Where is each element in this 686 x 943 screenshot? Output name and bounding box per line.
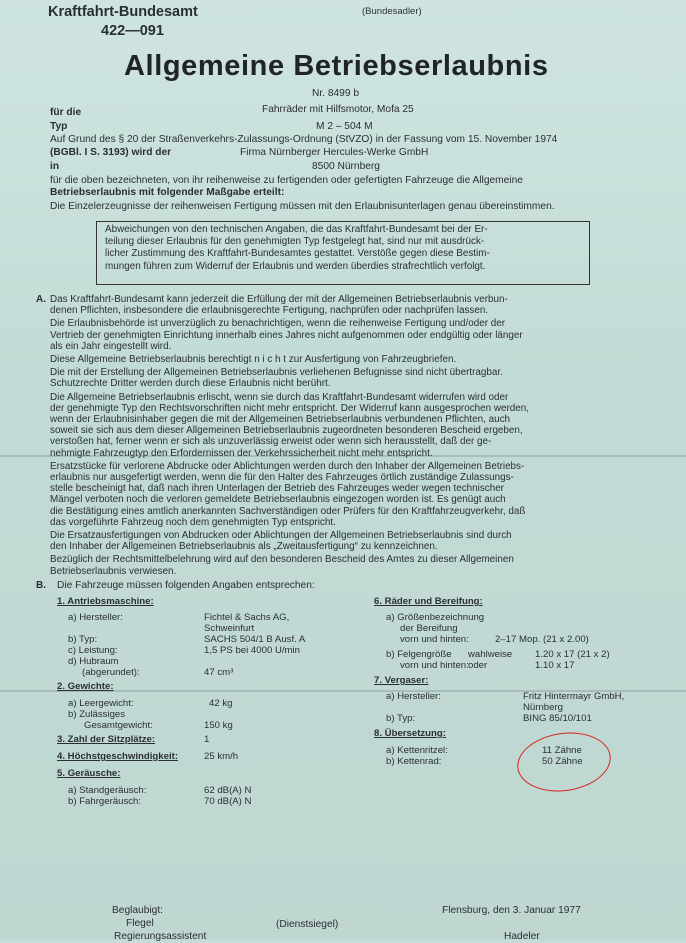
- spec-value: 1,5 PS bei 4000 U/min: [204, 645, 300, 656]
- spec-value: 11 Zähne: [542, 745, 582, 756]
- legal-basis-line: Auf Grund des § 20 der Straßenverkehrs-Zulassungs-Ordnung (StVZO) in der Fassung vom 15. November 1974: [50, 134, 558, 145]
- section-a-paragraph: Das Kraftfahrt-Bundesamt kann jederzeit die Erfüllung der mit der Allgemeinen Betriebserlaubnis verbun- denen Pflichten, insbesondere die erlaubnisgerechte Fertigung, nachprüfen oder nachprüfen lassen.: [50, 294, 508, 317]
- section-a-paragraph: Die Allgemeine Betriebserlaubnis erlischt, wenn sie durch das Kraftfahrt-Bundesamt widerrufen wird oder der genehmigte Typ den Rechtsvorschriften nicht mehr entspricht. Der Widerruf kann ausgesprochen werden, wenn der Erlaubnisinhaber gegen die mit der Allgemeinen Betriebserlaubnis verbundenen Pflichten, auch soweit sie sich aus dem dieser Allgemeinen Betriebserlaubnis zugeordneten besonderen Bescheid ergeben, verstoßen hat, ferner wenn er sich als unzuverlässig erweist oder wenn sich herausstellt, daß der ge- nehmigte Fahrzeugtyp den Erfordernissen der Verkehrssicherheit nicht mehr entspricht.: [50, 391, 529, 459]
- spec-value: 47 cm³: [204, 667, 234, 678]
- spec-label: a) Leergewicht:: [68, 698, 134, 709]
- permit-number: Nr. 8499 b: [312, 88, 360, 99]
- spec-value: 1: [204, 734, 210, 745]
- spec-value: 1.20 x 17 (21 x 2): [535, 649, 610, 660]
- spec-value: Fritz Hintermayr GmbH,: [523, 691, 625, 702]
- notice-line: Abweichungen von den technischen Angaben, die das Kraftfahrt-Bundesamt bei der Er-: [105, 224, 488, 235]
- section-a-paragraph: Ersatzstücke für verlorene Abdrucke oder Ablichtungen werden durch den Inhaber der Allgemeinen Betriebs- erlaubnis nur ausgefertigt werden, wenn die für den Halter des Fahrzeuges örtlich zuständige Zulassungs- stelle bescheinigt hat, daß nach ihren Unterlagen der Betrieb des Fahrzeuges weder wegen technischer Mängel verboten noch die verloren gemeldete Betriebserlaubnis eingezogen worden ist. Es genügt auch die Bestätigung eines amtlich anerkannten Sachverständigen oder Prüfers für den Kraftfahrzeugverkehr, daß das vorgeführte Fahrzeug noch dem genehmigten Typ entspricht.: [50, 460, 526, 528]
- spec-label: a) Standgeräusch:: [68, 785, 147, 796]
- spec-value: Fichtel & Sachs AG,: [204, 612, 290, 623]
- spec-heading-weights: 2. Gewichte:: [57, 681, 114, 692]
- company-name: Firma Nürnberger Hercules-Werke GmbH: [240, 147, 429, 158]
- spec-label: b) Typ:: [386, 713, 416, 724]
- form-number: 422—091: [101, 23, 164, 39]
- authority-name: Kraftfahrt-Bundesamt: [48, 4, 198, 20]
- spec-value: SACHS 504/1 B Ausf. A: [204, 634, 306, 645]
- spec-option: oder: [468, 660, 488, 671]
- spec-label: vorn und hinten:: [400, 660, 469, 671]
- spec-value: Schweinfurt: [204, 623, 255, 634]
- spec-label: vorn und hinten:: [400, 634, 469, 645]
- spec-value: 25 km/h: [204, 751, 239, 762]
- spec-heading-seats: 3. Zahl der Sitzplätze:: [57, 734, 156, 745]
- intro-text-3: Die Einzelerzeugnisse der reihenweisen Fertigung müssen mit den Erlaubnisunterlagen genau übereinstimmen.: [50, 201, 555, 212]
- spec-heading-noise: 5. Geräusche:: [57, 768, 121, 779]
- spec-heading-gearing: 8. Übersetzung:: [374, 728, 446, 739]
- intro-text-1: für die oben bezeichneten, von ihr reihenweise zu fertigenden oder gefertigten Fahrzeuge die Allgemeine: [50, 175, 523, 186]
- vehicle-class: Fahrräder mit Hilfsmotor, Mofa 25: [262, 104, 414, 115]
- spec-label: Gesamtgewicht:: [84, 720, 153, 731]
- spec-label: der Bereifung: [400, 623, 458, 634]
- spec-label: b) Typ:: [68, 634, 98, 645]
- section-a-paragraph: Diese Allgemeine Betriebserlaubnis berechtigt n i c h t zur Ausfertigung von Fahrzeugbriefen.: [50, 354, 457, 366]
- section-a-paragraph: Die Erlaubnisbehörde ist unverzüglich zu benachrichtigen, wenn die reihenweise Fertigung und/oder der Vertrieb der genehmigten Einrichtung innerhalb eines Jahres nicht aufgenommen oder endgültig oder länger als ein Jahr eingestellt wird.: [50, 318, 523, 352]
- spec-heading-carburetor: 7. Vergaser:: [374, 675, 429, 686]
- notice-line: mungen führen zum Widerruf der Erlaubnis und werden überdies strafrechtlich verfolgt.: [105, 260, 486, 272]
- spec-value: BING 85/10/101: [523, 713, 592, 724]
- spec-label: b) Zulässiges: [68, 709, 126, 720]
- section-a-paragraph: Die mit der Erstellung der Allgemeinen Betriebserlaubnis verliehenen Befugnisse sind nicht übertragbar. Schutzrechte Dritter werden durch diese Erlaubnis nicht berührt.: [50, 367, 503, 390]
- signer-name: Hadeler: [504, 931, 540, 942]
- certified-role: Regierungsassistent: [114, 931, 207, 942]
- section-a-paragraph: Die Ersatzausfertigungen von Abdrucken oder Ablichtungen der Allgemeinen Betriebserlaubnis sind durch den Inhaber der Allgemeinen Betriebserlaubnis als „Zweitausfertigung“ zu kennzeichnen.: [50, 530, 512, 553]
- emblem-placeholder: (Bundesadler): [362, 6, 422, 17]
- certified-label: Beglaubigt:: [112, 905, 163, 916]
- section-a-body: [50, 294, 650, 579]
- spec-value: 1.10 x 17: [535, 660, 575, 671]
- spec-value: Nürnberg: [523, 702, 563, 713]
- spec-label: a) Hersteller:: [386, 691, 441, 702]
- company-city: 8500 Nürnberg: [312, 161, 380, 172]
- in-label: in: [50, 161, 60, 172]
- spec-heading-wheels: 6. Räder und Bereifung:: [374, 596, 483, 607]
- typ-label: Typ: [50, 121, 68, 132]
- spec-label: b) Kettenrad:: [386, 756, 442, 767]
- spec-label: b) Fahrgeräusch:: [68, 796, 142, 807]
- seal-placeholder: (Dienstsiegel): [276, 919, 339, 930]
- spec-label: (abgerundet):: [82, 667, 140, 678]
- spec-heading-speed: 4. Höchstgeschwindigkeit:: [57, 751, 179, 762]
- spec-label: b) Felgengröße: [386, 649, 452, 660]
- spec-value: 62 dB(A) N: [204, 785, 252, 796]
- spec-label: d) Hubraum: [68, 656, 119, 667]
- spec-value: 150 kg: [204, 720, 233, 731]
- page-title: Allgemeine Betriebserlaubnis: [124, 50, 549, 82]
- place-date: Flensburg, den 3. Januar 1977: [442, 905, 581, 916]
- section-b-marker: B.: [36, 580, 46, 591]
- spec-heading-engine: 1. Antriebsmaschine:: [57, 596, 154, 607]
- spec-label: a) Hersteller:: [68, 612, 123, 623]
- spec-label: c) Leistung:: [68, 645, 118, 656]
- notice-box: [96, 221, 590, 285]
- intro-text-2: Betriebserlaubnis mit folgender Maßgabe erteilt:: [50, 187, 285, 198]
- spec-value: 50 Zähne: [542, 756, 583, 767]
- spec-value: 2–17 Mop. (21 x 2.00): [495, 634, 589, 645]
- notice-line: licher Zustimmung des Kraftfahrt-Bundesamtes gestattet. Verstöße gegen diese Bestim-: [105, 248, 490, 260]
- type-value: M 2 – 504 M: [316, 121, 373, 132]
- fuer-die-label: für die: [50, 107, 82, 118]
- section-a-marker: A.: [36, 294, 46, 305]
- spec-value: 70 dB(A) N: [204, 796, 252, 807]
- spec-option: wahlweise: [468, 649, 513, 660]
- legal-basis-ref: (BGBl. I S. 3193) wird der: [50, 147, 172, 158]
- section-b-intro: Die Fahrzeuge müssen folgenden Angaben entsprechen:: [57, 580, 315, 591]
- spec-label: a) Größenbezeichnung: [386, 612, 485, 623]
- notice-line: teilung dieser Erlaubnis für den genehmigten Typ festgelegt hat, sind nur mit ausdrück-: [105, 236, 485, 248]
- spec-label: a) Kettenritzel:: [386, 745, 448, 756]
- spec-value: 42 kg: [209, 698, 233, 709]
- section-a-paragraph: Bezüglich der Rechtsmittelbelehrung wird auf den besonderen Bescheid des Amtes zu dieser Allgemeinen Betriebserlaubnis verwiesen.: [50, 554, 514, 577]
- certified-name: Flegel: [126, 918, 154, 929]
